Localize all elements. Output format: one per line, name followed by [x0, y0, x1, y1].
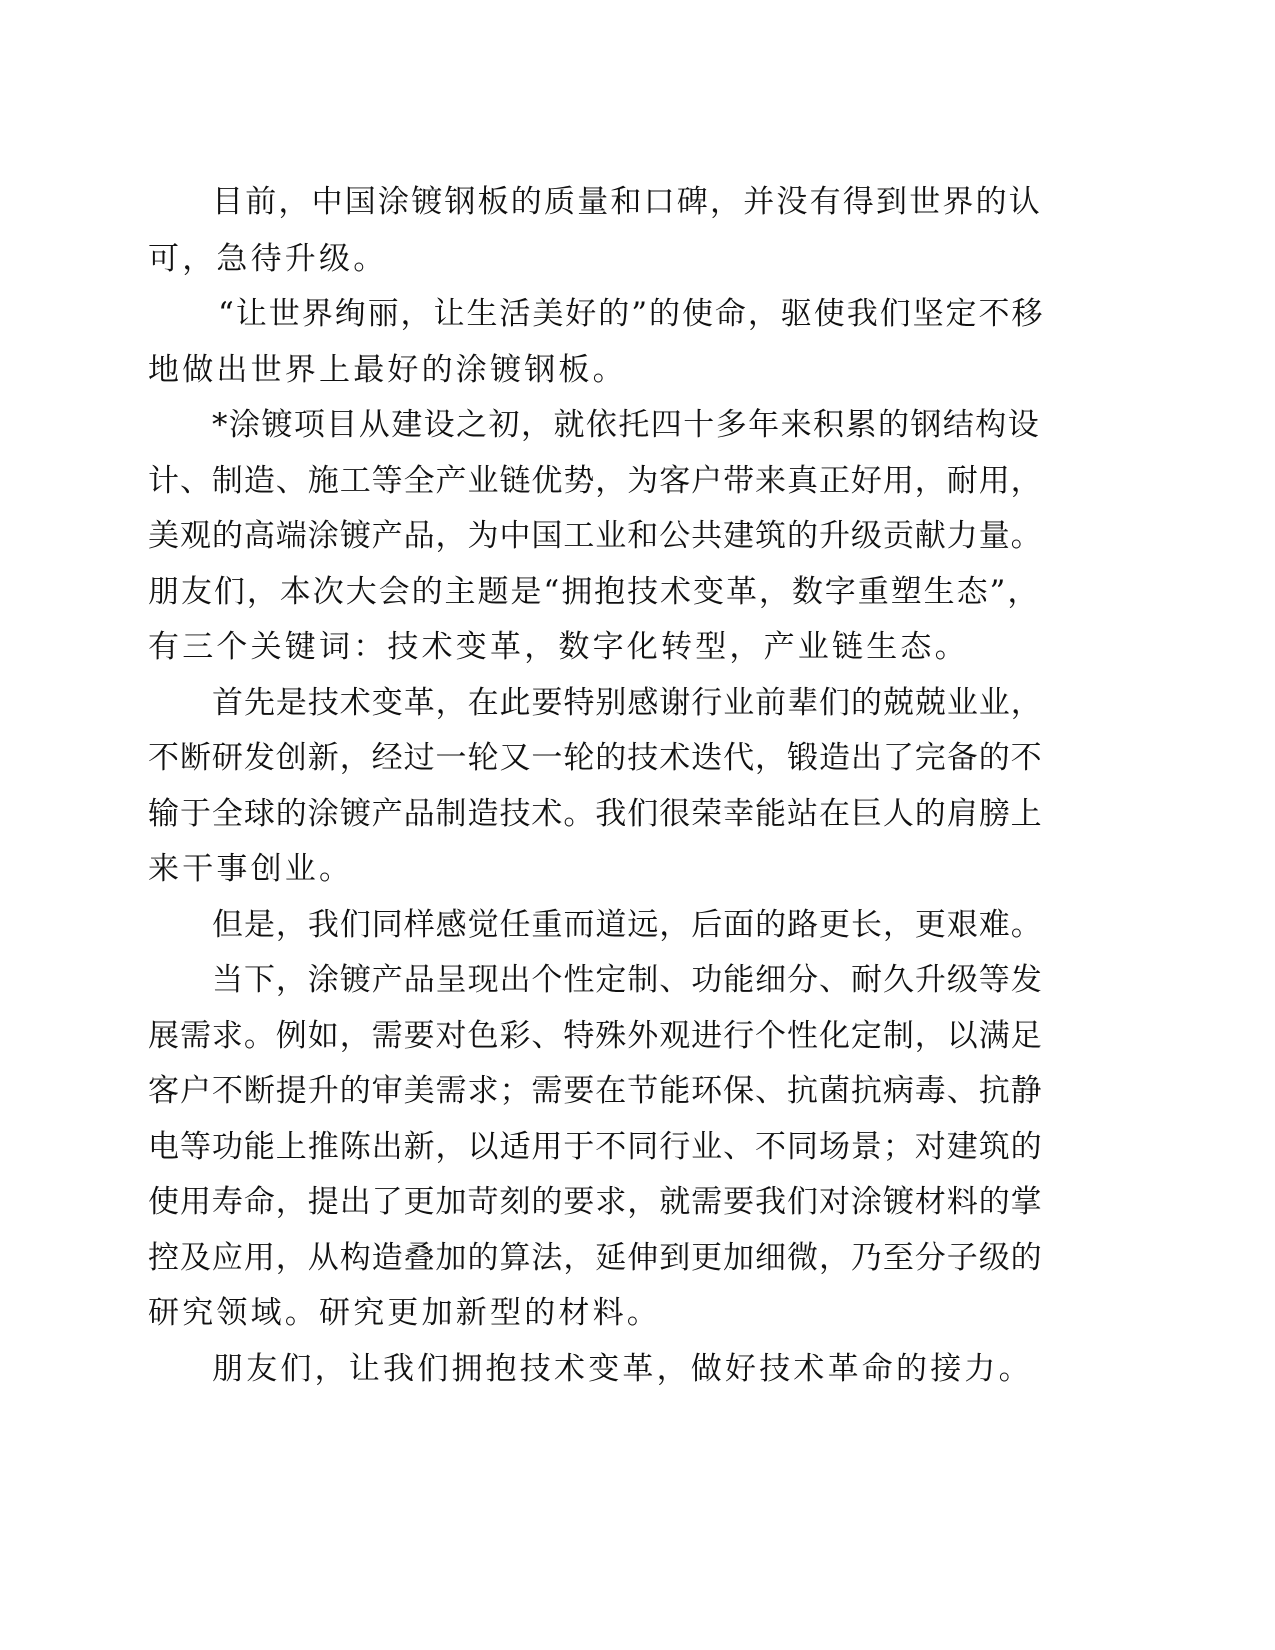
- text-line-5: *涂镀项目从建设之初，就依托四十多年来积累的钢结构设: [212, 407, 1041, 443]
- text-line-7: 美观的高端涂镀产品，为中国工业和公共建筑的升级贡献力量。: [148, 518, 1043, 554]
- text-line-10: 首先是技术变革，在此要特别感谢行业前辈们的兢兢业业，: [212, 685, 1043, 721]
- text-line-4: 地做出世界上最好的涂镀钢板。: [148, 352, 627, 388]
- text-line-17: 客户不断提升的审美需求；需要在节能环保、抗菌抗病毒、抗静: [148, 1073, 1043, 1109]
- text-line-20: 控及应用，从构造叠加的算法，延伸到更加细微，乃至分子级的: [148, 1240, 1043, 1276]
- text-line-1: 目前，中国涂镀钢板的质量和口碑，并没有得到世界的认: [212, 184, 1042, 220]
- text-line-13: 来干事创业。: [148, 851, 354, 887]
- text-line-11: 不断研发创新，经过一轮又一轮的技术迭代，锻造出了完备的不: [148, 740, 1043, 776]
- text-line-15: 当下，涂镀产品呈现出个性定制、功能细分、耐久升级等发: [212, 962, 1043, 998]
- text-line-22: 朋友们，让我们拥抱技术变革，做好技术革命的接力。: [212, 1351, 1033, 1387]
- text-line-12: 输于全球的涂镀产品制造技术。我们很荣幸能站在巨人的肩膀上: [148, 796, 1043, 832]
- text-line-14: 但是，我们同样感觉任重而道远，后面的路更长，更艰难。: [212, 907, 1043, 943]
- text-line-8: 朋友们，本次大会的主题是“拥抱技术变革，数字重塑生态”，: [148, 574, 1041, 610]
- text-line-18: 电等功能上推陈出新，以适用于不同行业、不同场景；对建筑的: [148, 1129, 1043, 1165]
- text-line-3: “让世界绚丽，让生活美好的”的使命，驱使我们坚定不移: [218, 296, 1045, 332]
- text-line-19: 使用寿命，提出了更加苛刻的要求，就需要我们对涂镀材料的掌: [148, 1184, 1043, 1220]
- text-line-9: 有三个关键词：技术变革，数字化转型，产业链生态。: [148, 629, 969, 665]
- text-line-16: 展需求。例如，需要对色彩、特殊外观进行个性化定制，以满足: [148, 1018, 1043, 1054]
- text-line-6: 计、制造、施工等全产业链优势，为客户带来真正好用，耐用，: [148, 463, 1043, 499]
- text-line-21: 研究领域。研究更加新型的材料。: [148, 1295, 661, 1331]
- text-line-2: 可，急待升级。: [148, 241, 388, 277]
